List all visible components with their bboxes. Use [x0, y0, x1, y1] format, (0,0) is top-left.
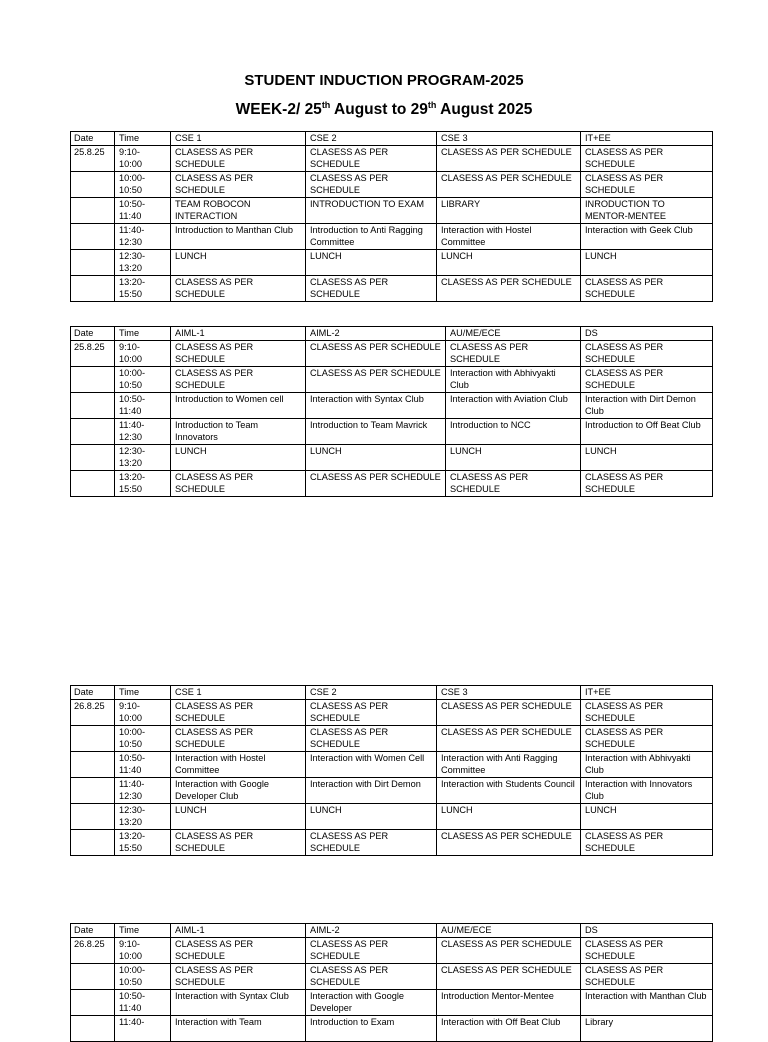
column-header: Time: [115, 132, 171, 146]
column-header: IT+EE: [581, 686, 713, 700]
column-header: AIML-2: [306, 327, 446, 341]
table-row: [71, 751, 713, 777]
time-cell: 10:50- 11:40: [115, 751, 171, 777]
date-cell: 26.8.25: [71, 699, 115, 725]
column-header: AIML-1: [171, 924, 306, 938]
table-row: [71, 171, 713, 197]
table-row: [71, 937, 713, 963]
session-cell: CLASESS AS PER SCHEDULE: [437, 963, 581, 989]
session-cell: CLASESS AS PER SCHEDULE: [437, 699, 581, 725]
session-cell: CLASESS AS PER SCHEDULE: [306, 340, 446, 366]
time-cell: 10:00- 10:50: [115, 725, 171, 751]
session-cell: Interaction with Hostel Committee: [171, 751, 306, 777]
session-cell: CLASESS AS PER SCHEDULE: [171, 937, 306, 963]
date-cell: [71, 829, 115, 855]
session-cell: CLASESS AS PER SCHEDULE: [171, 366, 306, 392]
time-cell: 12:30- 13:20: [115, 444, 171, 470]
schedule-table-2: [70, 326, 713, 497]
date-cell: [71, 171, 115, 197]
session-cell: CLASESS AS PER SCHEDULE: [306, 725, 437, 751]
document-subtitle: [0, 101, 768, 119]
column-header: CSE 3: [437, 686, 581, 700]
session-cell: CLASESS AS PER SCHEDULE: [446, 340, 581, 366]
table-row: [71, 418, 713, 444]
subtitle-part: WEEK-2/ 25: [235, 101, 322, 118]
session-cell: Interaction with Geek Club: [581, 223, 713, 249]
column-header: AIML-2: [306, 924, 437, 938]
session-cell: Interaction with Syntax Club: [306, 392, 446, 418]
session-cell: CLASESS AS PER SCHEDULE: [581, 937, 713, 963]
session-cell: Introduction to Team Mavrick: [306, 418, 446, 444]
session-cell: CLASESS AS PER SCHEDULE: [306, 470, 446, 496]
session-cell: Interaction with Abhivyakti Club: [581, 751, 713, 777]
table-row: [71, 145, 713, 171]
time-cell: 10:50- 11:40: [115, 197, 171, 223]
table-row: [71, 829, 713, 855]
subtitle-superscript: th: [427, 99, 437, 110]
session-cell: Interaction with Anti Ragging Committee: [437, 751, 581, 777]
time-cell: 11:40- 12:30: [115, 777, 171, 803]
session-cell: CLASESS AS PER SCHEDULE: [437, 829, 581, 855]
session-cell: CLASESS AS PER SCHEDULE: [171, 963, 306, 989]
session-cell: LUNCH: [171, 444, 306, 470]
session-cell: LUNCH: [306, 444, 446, 470]
table-header-row: [71, 327, 713, 341]
column-header: AU/ME/ECE: [446, 327, 581, 341]
session-cell: CLASESS AS PER SCHEDULE: [581, 470, 713, 496]
subtitle-part: August 2025: [436, 101, 533, 118]
table-row: [71, 444, 713, 470]
session-cell: CLASESS AS PER SCHEDULE: [306, 963, 437, 989]
schedule-table-1: [70, 131, 713, 302]
table-row: [71, 1015, 713, 1041]
session-cell: Introduction to Manthan Club: [171, 223, 306, 249]
session-cell: CLASESS AS PER SCHEDULE: [171, 725, 306, 751]
session-cell: Interaction with Syntax Club: [171, 989, 306, 1015]
session-cell: Introduction to Off Beat Club: [581, 418, 713, 444]
table-row: [71, 777, 713, 803]
session-cell: CLASESS AS PER SCHEDULE: [581, 366, 713, 392]
session-cell: CLASESS AS PER SCHEDULE: [437, 725, 581, 751]
time-cell: 11:40-: [115, 1015, 171, 1041]
table-row: [71, 392, 713, 418]
column-header: CSE 2: [306, 132, 437, 146]
table-row: [71, 249, 713, 275]
subtitle-part: August to 29: [330, 101, 428, 118]
time-cell: 9:10- 10:00: [115, 340, 171, 366]
session-cell: CLASESS AS PER SCHEDULE: [581, 963, 713, 989]
session-cell: Library: [581, 1015, 713, 1041]
session-cell: Interaction with Google Developer Club: [171, 777, 306, 803]
column-header: CSE 1: [171, 686, 306, 700]
date-cell: [71, 725, 115, 751]
session-cell: CLASESS AS PER SCHEDULE: [171, 699, 306, 725]
date-cell: [71, 751, 115, 777]
column-header: AU/ME/ECE: [437, 924, 581, 938]
table-row: [71, 197, 713, 223]
column-header: Time: [115, 686, 171, 700]
date-cell: [71, 963, 115, 989]
date-cell: [71, 418, 115, 444]
session-cell: Introduction to NCC: [446, 418, 581, 444]
column-header: IT+EE: [581, 132, 713, 146]
session-cell: Interaction with Dirt Demon Club: [581, 392, 713, 418]
date-cell: 25.8.25: [71, 145, 115, 171]
session-cell: Interaction with Manthan Club: [581, 989, 713, 1015]
table-row: [71, 963, 713, 989]
session-cell: LUNCH: [171, 249, 306, 275]
session-cell: Interaction with Hostel Committee: [437, 223, 581, 249]
column-header: DS: [581, 327, 713, 341]
subtitle-superscript: th: [321, 99, 331, 110]
date-cell: [71, 470, 115, 496]
time-cell: 10:00- 10:50: [115, 366, 171, 392]
column-header: CSE 1: [171, 132, 306, 146]
table-row: [71, 989, 713, 1015]
time-cell: 11:40- 12:30: [115, 418, 171, 444]
table-header-row: [71, 686, 713, 700]
date-cell: [71, 989, 115, 1015]
session-cell: Introduction to Women cell: [171, 392, 306, 418]
session-cell: LUNCH: [446, 444, 581, 470]
table-row: [71, 470, 713, 496]
table-header-row: [71, 924, 713, 938]
column-header: Date: [71, 686, 115, 700]
schedule-table-3: [70, 685, 713, 856]
session-cell: Interaction with Abhivyakti Club: [446, 366, 581, 392]
time-cell: 13:20- 15:50: [115, 275, 171, 301]
session-cell: LUNCH: [171, 803, 306, 829]
session-cell: Introduction to Anti Ragging Committee: [306, 223, 437, 249]
session-cell: CLASESS AS PER SCHEDULE: [581, 145, 713, 171]
session-cell: LUNCH: [581, 803, 713, 829]
session-cell: LUNCH: [306, 803, 437, 829]
session-cell: LUNCH: [581, 444, 713, 470]
time-cell: 10:50- 11:40: [115, 989, 171, 1015]
session-cell: Interaction with Innovators Club: [581, 777, 713, 803]
time-cell: 11:40- 12:30: [115, 223, 171, 249]
date-cell: 26.8.25: [71, 937, 115, 963]
date-cell: [71, 223, 115, 249]
table-row: [71, 366, 713, 392]
date-cell: [71, 249, 115, 275]
table-row: [71, 275, 713, 301]
session-cell: INTRODUCTION TO EXAM: [306, 197, 437, 223]
time-cell: 12:30- 13:20: [115, 249, 171, 275]
session-cell: Interaction with Google Developer: [306, 989, 437, 1015]
session-cell: Introduction to Team Innovators: [171, 418, 306, 444]
session-cell: CLASESS AS PER SCHEDULE: [171, 829, 306, 855]
date-cell: [71, 366, 115, 392]
session-cell: CLASESS AS PER SCHEDULE: [581, 275, 713, 301]
table-header-row: [71, 132, 713, 146]
time-cell: 12:30- 13:20: [115, 803, 171, 829]
session-cell: CLASESS AS PER SCHEDULE: [581, 171, 713, 197]
session-cell: Interaction with Aviation Club: [446, 392, 581, 418]
session-cell: CLASESS AS PER SCHEDULE: [437, 937, 581, 963]
session-cell: CLASESS AS PER SCHEDULE: [171, 340, 306, 366]
column-header: Time: [115, 924, 171, 938]
date-cell: 25.8.25: [71, 340, 115, 366]
table-row: [71, 223, 713, 249]
session-cell: CLASESS AS PER SCHEDULE: [581, 725, 713, 751]
session-cell: CLASESS AS PER SCHEDULE: [581, 340, 713, 366]
session-cell: CLASESS AS PER SCHEDULE: [306, 145, 437, 171]
session-cell: CLASESS AS PER SCHEDULE: [581, 699, 713, 725]
session-cell: LIBRARY: [437, 197, 581, 223]
time-cell: 10:00- 10:50: [115, 171, 171, 197]
session-cell: CLASESS AS PER SCHEDULE: [306, 171, 437, 197]
session-cell: CLASESS AS PER SCHEDULE: [171, 171, 306, 197]
date-cell: [71, 444, 115, 470]
time-cell: 9:10- 10:00: [115, 699, 171, 725]
session-cell: CLASESS AS PER SCHEDULE: [306, 366, 446, 392]
column-header: CSE 3: [437, 132, 581, 146]
table-row: [71, 340, 713, 366]
column-header: Date: [71, 132, 115, 146]
session-cell: CLASESS AS PER SCHEDULE: [306, 829, 437, 855]
session-cell: CLASESS AS PER SCHEDULE: [171, 145, 306, 171]
date-cell: [71, 392, 115, 418]
session-cell: LUNCH: [306, 249, 437, 275]
time-cell: 10:50- 11:40: [115, 392, 171, 418]
column-header: AIML-1: [171, 327, 306, 341]
column-header: Date: [71, 924, 115, 938]
time-cell: 9:10- 10:00: [115, 937, 171, 963]
column-header: Date: [71, 327, 115, 341]
session-cell: CLASESS AS PER SCHEDULE: [581, 829, 713, 855]
session-cell: Interaction with Students Council: [437, 777, 581, 803]
session-cell: CLASESS AS PER SCHEDULE: [306, 699, 437, 725]
session-cell: LUNCH: [581, 249, 713, 275]
date-cell: [71, 275, 115, 301]
session-cell: CLASESS AS PER SCHEDULE: [437, 171, 581, 197]
session-cell: TEAM ROBOCON INTERACTION: [171, 197, 306, 223]
date-cell: [71, 1015, 115, 1041]
date-cell: [71, 197, 115, 223]
session-cell: CLASESS AS PER SCHEDULE: [306, 937, 437, 963]
time-cell: 10:00- 10:50: [115, 963, 171, 989]
session-cell: CLASESS AS PER SCHEDULE: [306, 275, 437, 301]
time-cell: 9:10- 10:00: [115, 145, 171, 171]
session-cell: INRODUCTION TO MENTOR-MENTEE: [581, 197, 713, 223]
column-header: Time: [115, 327, 171, 341]
time-cell: 13:20- 15:50: [115, 470, 171, 496]
session-cell: CLASESS AS PER SCHEDULE: [437, 275, 581, 301]
column-header: DS: [581, 924, 713, 938]
date-cell: [71, 777, 115, 803]
session-cell: Interaction with Off Beat Club: [437, 1015, 581, 1041]
session-cell: CLASESS AS PER SCHEDULE: [171, 275, 306, 301]
document-title: STUDENT INDUCTION PROGRAM-2025: [244, 72, 524, 89]
date-cell: [71, 803, 115, 829]
table-row: [71, 803, 713, 829]
session-cell: LUNCH: [437, 803, 581, 829]
session-cell: Interaction with Women Cell: [306, 751, 437, 777]
session-cell: LUNCH: [437, 249, 581, 275]
session-cell: Interaction with Dirt Demon: [306, 777, 437, 803]
session-cell: CLASESS AS PER SCHEDULE: [437, 145, 581, 171]
session-cell: CLASESS AS PER SCHEDULE: [171, 470, 306, 496]
table-row: [71, 699, 713, 725]
session-cell: Introduction to Exam: [306, 1015, 437, 1041]
session-cell: CLASESS AS PER SCHEDULE: [446, 470, 581, 496]
session-cell: Introduction Mentor-Mentee: [437, 989, 581, 1015]
table-row: [71, 725, 713, 751]
time-cell: 13:20- 15:50: [115, 829, 171, 855]
session-cell: Interaction with Team: [171, 1015, 306, 1041]
column-header: CSE 2: [306, 686, 437, 700]
